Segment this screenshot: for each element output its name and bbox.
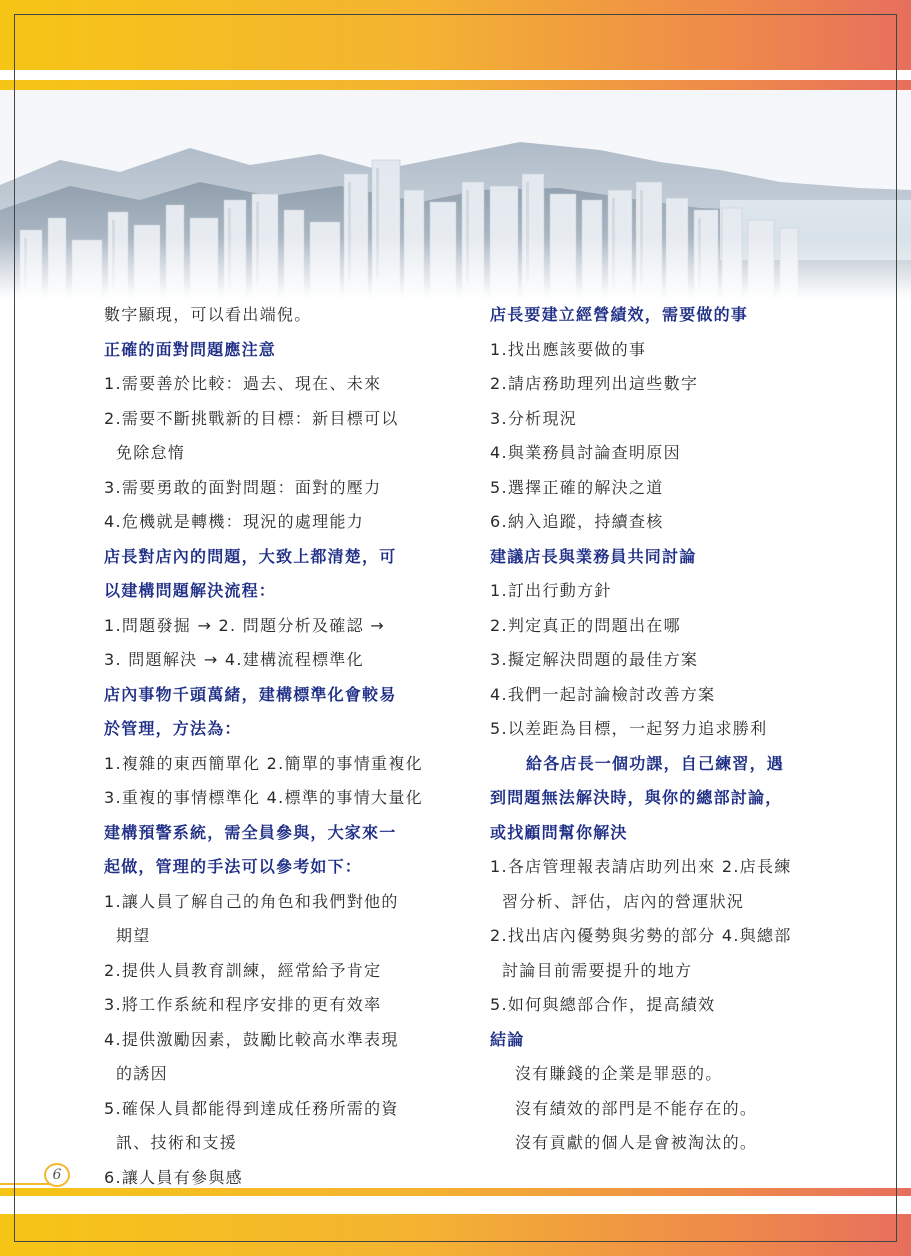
text-line: 6.讓人員有參與感 — [104, 1167, 243, 1187]
section-heading: 結論 — [490, 1029, 525, 1049]
text-line: 1.問題發掘 → 2. 問題分析及確認 → — [104, 615, 385, 635]
section-heading: 正確的面對問題應注意 — [104, 339, 277, 359]
text-line: 6.納入追蹤，持續查核 — [490, 512, 664, 531]
section-heading: 以建構問題解決流程： — [104, 581, 277, 600]
text-line: 4.與業務員討論查明原因 — [490, 443, 681, 462]
conclusion-line: 沒有賺錢的企業是罪惡的。 — [515, 1064, 723, 1083]
section-heading: 給各店長一個功課，自己練習，遇 — [526, 753, 785, 773]
bottom-stripe — [0, 1188, 911, 1196]
text-line-continued: 期望 — [116, 926, 151, 945]
section-heading: 店內事物千頭萬緒，建構標準化會較易 — [104, 684, 397, 704]
text-line: 2.判定真正的問題出在哪 — [490, 615, 681, 635]
section-heading: 店長對店內的問題，大致上都清楚，可 — [104, 546, 397, 566]
text-line: 3. 問題解決 → 4.建構流程標準化 — [104, 650, 364, 669]
text-line: 1.需要善於比較：過去、現在、未來 — [104, 374, 382, 393]
text-line: 3.需要勇敢的面對問題：面對的壓力 — [104, 477, 382, 497]
conclusion-line: 沒有績效的部門是不能存在的。 — [515, 1098, 758, 1118]
text-line: 1.訂出行動方針 — [490, 581, 612, 600]
section-heading: 店長要建立經營績效，需要做的事 — [490, 305, 749, 324]
text-line: 2.需要不斷挑戰新的目標：新目標可以 — [104, 408, 399, 428]
text-line: 5.如何與總部合作，提高績效 — [490, 995, 716, 1014]
text-line: 2.提供人員教育訓練，經常給予肯定 — [104, 960, 382, 980]
text-line: 5.確保人員都能得到達成任務所需的資 — [104, 1098, 399, 1118]
text-line: 3.重複的事情標準化 4.標準的事情大量化 — [104, 788, 423, 807]
text-line: 1.讓人員了解自己的角色和我們對他的 — [104, 891, 399, 911]
section-heading: 於管理，方法為： — [104, 719, 242, 738]
section-heading: 起做，管理的手法可以參考如下： — [104, 857, 363, 876]
text-line: 1.各店管理報表請店助列出來 2.店長練 — [490, 857, 792, 876]
conclusion-line: 沒有貢獻的個人是會被淘汰的。 — [515, 1133, 758, 1152]
section-heading: 或找顧問幫你解決 — [490, 822, 628, 842]
text-line: 5.以差距為目標，一起努力追求勝利 — [490, 719, 768, 738]
section-heading: 建議店長與業務員共同討論 — [490, 546, 697, 566]
right-column — [490, 298, 850, 1161]
city-skyline-photo — [0, 90, 911, 300]
text-line: 4.提供激勵因素，鼓勵比較高水準表現 — [104, 1029, 399, 1049]
text-line: 4.我們一起討論檢討改善方案 — [490, 684, 716, 704]
text-line: 2.找出店內優勢與劣勢的部分 4.與總部 — [490, 926, 792, 945]
text-line: 數字顯現，可以看出端倪。 — [104, 305, 312, 324]
text-line-continued: 訊、技術和支援 — [116, 1133, 238, 1152]
text-line: 3.分析現況 — [490, 408, 578, 428]
text-line: 3.將工作系統和程序安排的更有效率 — [104, 995, 382, 1014]
bottom-banner — [0, 1214, 911, 1256]
skyline-illustration — [0, 90, 911, 300]
text-line: 1.找出應該要做的事 — [490, 339, 647, 359]
text-line: 5.選擇正確的解決之道 — [490, 477, 664, 497]
top-banner — [0, 0, 911, 70]
text-line: 2.請店務助理列出這些數字 — [490, 374, 699, 393]
top-stripe — [0, 80, 911, 90]
section-heading: 建構預警系統，需全員參與，大家來一 — [104, 822, 397, 842]
text-line: 1.複雜的東西簡單化 2.簡單的事情重複化 — [104, 753, 423, 773]
text-line-continued: 免除怠惰 — [116, 443, 186, 462]
page-number: 6 — [44, 1163, 70, 1187]
text-line-continued: 的誘因 — [116, 1064, 168, 1083]
text-line: 3.擬定解決問題的最佳方案 — [490, 650, 699, 669]
text-line: 4.危機就是轉機：現況的處理能力 — [104, 512, 365, 531]
text-line-continued: 習分析、評估，店內的營運狀況 — [502, 891, 745, 911]
text-line-continued: 討論目前需要提升的地方 — [502, 960, 693, 980]
section-heading: 到問題無法解決時，與你的總部討論， — [490, 788, 783, 807]
left-column — [104, 298, 464, 1195]
